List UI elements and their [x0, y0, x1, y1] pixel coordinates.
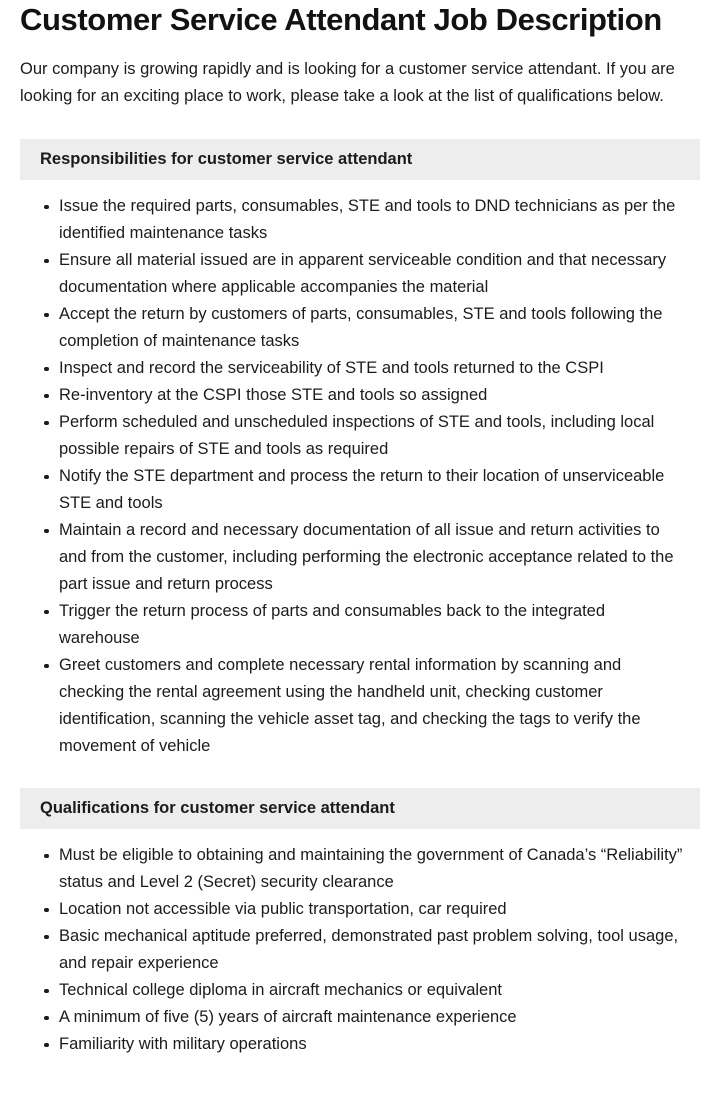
page-title: Customer Service Attendant Job Description: [20, 2, 662, 37]
list-item: A minimum of five (5) years of aircraft maintenance experience: [20, 1004, 700, 1031]
list-item: Accept the return by customers of parts, consumables, STE and tools following the completion of maintenance tasks: [20, 301, 700, 355]
list-item: Inspect and record the serviceability of STE and tools returned to the CSPI: [20, 355, 700, 382]
list-item: Technical college diploma in aircraft mechanics or equivalent: [20, 977, 700, 1004]
list-item: Location not accessible via public transportation, car required: [20, 896, 700, 923]
section-responsibilities: [20, 139, 700, 760]
list-item: Greet customers and complete necessary rental information by scanning and checking the rental agreement using the handheld unit, checking customer identification, scanning the vehicle asset tag, and checking the tags to verify the movement of vehicle: [20, 652, 700, 760]
list-item: Issue the required parts, consumables, STE and tools to DND technicians as per the identified maintenance tasks: [20, 193, 700, 247]
page-bottom-spacer: [20, 1058, 700, 1078]
list-item: Trigger the return process of parts and consumables back to the integrated warehouse: [20, 598, 700, 652]
list-item: Familiarity with military operations: [20, 1031, 700, 1058]
list-item: Perform scheduled and unscheduled inspections of STE and tools, including local possible repairs of STE and tools as required: [20, 409, 700, 463]
intro-paragraph: Our company is growing rapidly and is looking for a customer service attendant. If you are looking for an exciting place to work, please take a look at the list of qualifications below.: [20, 59, 675, 105]
list-item: Notify the STE department and process the return to their location of unserviceable STE and tools: [20, 463, 700, 517]
responsibilities-list: [20, 180, 700, 760]
list-item: Re-inventory at the CSPI those STE and tools so assigned: [20, 382, 700, 409]
list-item: Ensure all material issued are in apparent serviceable condition and that necessary documentation where applicable accompanies the material: [20, 247, 700, 301]
list-item: Maintain a record and necessary documentation of all issue and return activities to and from the customer, including performing the electronic acceptance related to the part issue and return process: [20, 517, 700, 598]
qualifications-list: [20, 829, 700, 1058]
section-qualifications: [20, 788, 700, 1058]
list-item: Must be eligible to obtaining and maintaining the government of Canada’s “Reliability” status and Level 2 (Secret) security clearance: [20, 842, 700, 896]
section-heading-responsibilities: Responsibilities for customer service attendant: [20, 139, 700, 180]
list-item: Basic mechanical aptitude preferred, demonstrated past problem solving, tool usage, and repair experience: [20, 923, 700, 977]
section-heading-qualifications: Qualifications for customer service attendant: [20, 788, 700, 829]
